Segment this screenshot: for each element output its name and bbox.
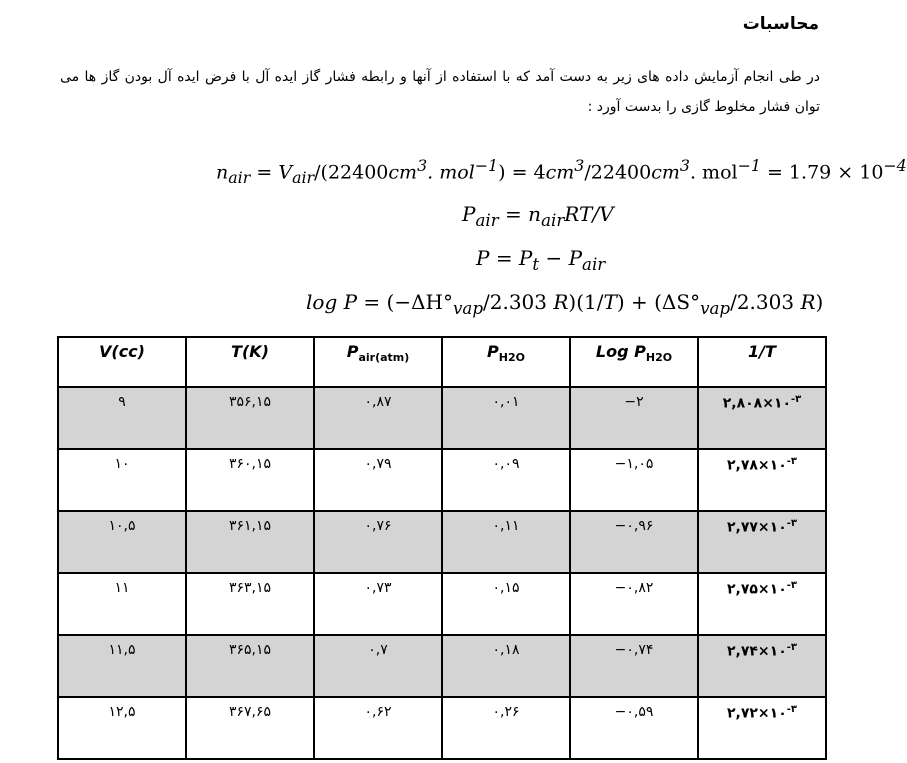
cell-inv-t xyxy=(698,511,826,573)
cell-log: −۰,۸۲ xyxy=(570,573,698,635)
cell-log: −۰,۷۴ xyxy=(570,635,698,697)
equation-n-air: $n_{air} = V_{air}/(22400cm^3$. $mol^{-1}) = 4cm^3/22400cm^3$. $mol^{-1} = 1.79 \times 10^{-4}$ xyxy=(216,156,907,188)
header-pair: $P_{air(atm)}$ xyxy=(314,337,442,387)
cell-ph2o: ۰,۲۶ xyxy=(442,697,570,759)
table-header-row xyxy=(58,337,826,387)
cell-log: −۰,۵۹ xyxy=(570,697,698,759)
inv-t-base: ۲,۷۴×۱۰ xyxy=(726,643,787,660)
cell-ph2o: ۰,۱۱ xyxy=(442,511,570,573)
inv-t-base: ۲,۷۷×۱۰ xyxy=(726,519,787,536)
intro-paragraph: در طی انجام آزمایش داده های زیر به دست آمد که با استفاده از آنها و رابطه فشار گاز ایده آل با فرض ایده آل بودن گاز ها می توان فشار مخلوط گازی را بدست آورد : xyxy=(60,69,820,115)
table-row xyxy=(58,449,826,511)
cell-v: ۱۱,۵ xyxy=(58,635,186,697)
section-title: محاسبات xyxy=(742,14,819,34)
cell-pair: ۰,۷۳ xyxy=(314,573,442,635)
inv-t-exponent: -۳ xyxy=(786,518,798,529)
cell-pair: ۰,۷۹ xyxy=(314,449,442,511)
cell-ph2o: ۰,۰۹ xyxy=(442,449,570,511)
inv-t-exponent: -۳ xyxy=(786,580,798,591)
cell-inv-t xyxy=(698,449,826,511)
cell-v: ۱۰,۵ xyxy=(58,511,186,573)
cell-t: ۳۶۳,۱۵ xyxy=(186,573,314,635)
cell-inv-t xyxy=(698,387,826,449)
inv-t-base: ۲,۷۲×۱۰ xyxy=(726,705,787,722)
cell-pair: ۰,۷۶ xyxy=(314,511,442,573)
cell-log: −۰,۹۶ xyxy=(570,511,698,573)
cell-v: ۹ xyxy=(58,387,186,449)
data-table xyxy=(57,336,827,760)
header-v: V(cc) xyxy=(58,337,186,387)
header-log: Log $P_{H2O}$ xyxy=(570,337,698,387)
equation-p: $P = P_t - P_{air}$ xyxy=(476,246,606,274)
inv-t-exponent: -۳ xyxy=(786,456,798,467)
cell-t: ۳۵۶,۱۵ xyxy=(186,387,314,449)
inv-t-exponent: -۳ xyxy=(786,704,798,715)
cell-t: ۳۶۵,۱۵ xyxy=(186,635,314,697)
cell-pair: ۰,۸۷ xyxy=(314,387,442,449)
cell-v: ۱۲,۵ xyxy=(58,697,186,759)
cell-t: ۳۶۰,۱۵ xyxy=(186,449,314,511)
cell-ph2o: ۰,۱۸ xyxy=(442,635,570,697)
cell-log: −۱,۰۵ xyxy=(570,449,698,511)
cell-log: −۲ xyxy=(570,387,698,449)
cell-pair: ۰,۶۲ xyxy=(314,697,442,759)
cell-t: ۳۶۷,۶۵ xyxy=(186,697,314,759)
inv-t-base: ۲,۷۵×۱۰ xyxy=(726,581,787,598)
header-ph2o: $P_{H2O}$ xyxy=(442,337,570,387)
inv-t-base: ۲,۸۰۸×۱۰ xyxy=(722,395,792,412)
cell-inv-t xyxy=(698,635,826,697)
cell-inv-t xyxy=(698,573,826,635)
inv-t-exponent: -۳ xyxy=(791,394,802,405)
table-row xyxy=(58,573,826,635)
equation-clausius: $\log P = (-\Delta H^\circ_{vap}/2.303$ $R)(1/T) + (\Delta S^\circ_{vap}/2.303$ R) xyxy=(306,290,824,318)
cell-pair: ۰,۷ xyxy=(314,635,442,697)
table-row xyxy=(58,387,826,449)
cell-t: ۳۶۱,۱۵ xyxy=(186,511,314,573)
table-row xyxy=(58,697,826,759)
cell-ph2o: ۰,۰۱ xyxy=(442,387,570,449)
cell-inv-t xyxy=(698,697,826,759)
header-inv-t: 1/T xyxy=(698,337,826,387)
cell-ph2o: ۰,۱۵ xyxy=(442,573,570,635)
cell-v: ۱۱ xyxy=(58,573,186,635)
cell-v: ۱۰ xyxy=(58,449,186,511)
table-row xyxy=(58,511,826,573)
equation-p-air: $P_{air} = n_{air}RT/V$ xyxy=(462,202,614,230)
table-row xyxy=(58,635,826,697)
inv-t-exponent: -۳ xyxy=(786,642,798,653)
header-t: T(K) xyxy=(186,337,314,387)
inv-t-base: ۲,۷۸×۱۰ xyxy=(726,457,787,474)
